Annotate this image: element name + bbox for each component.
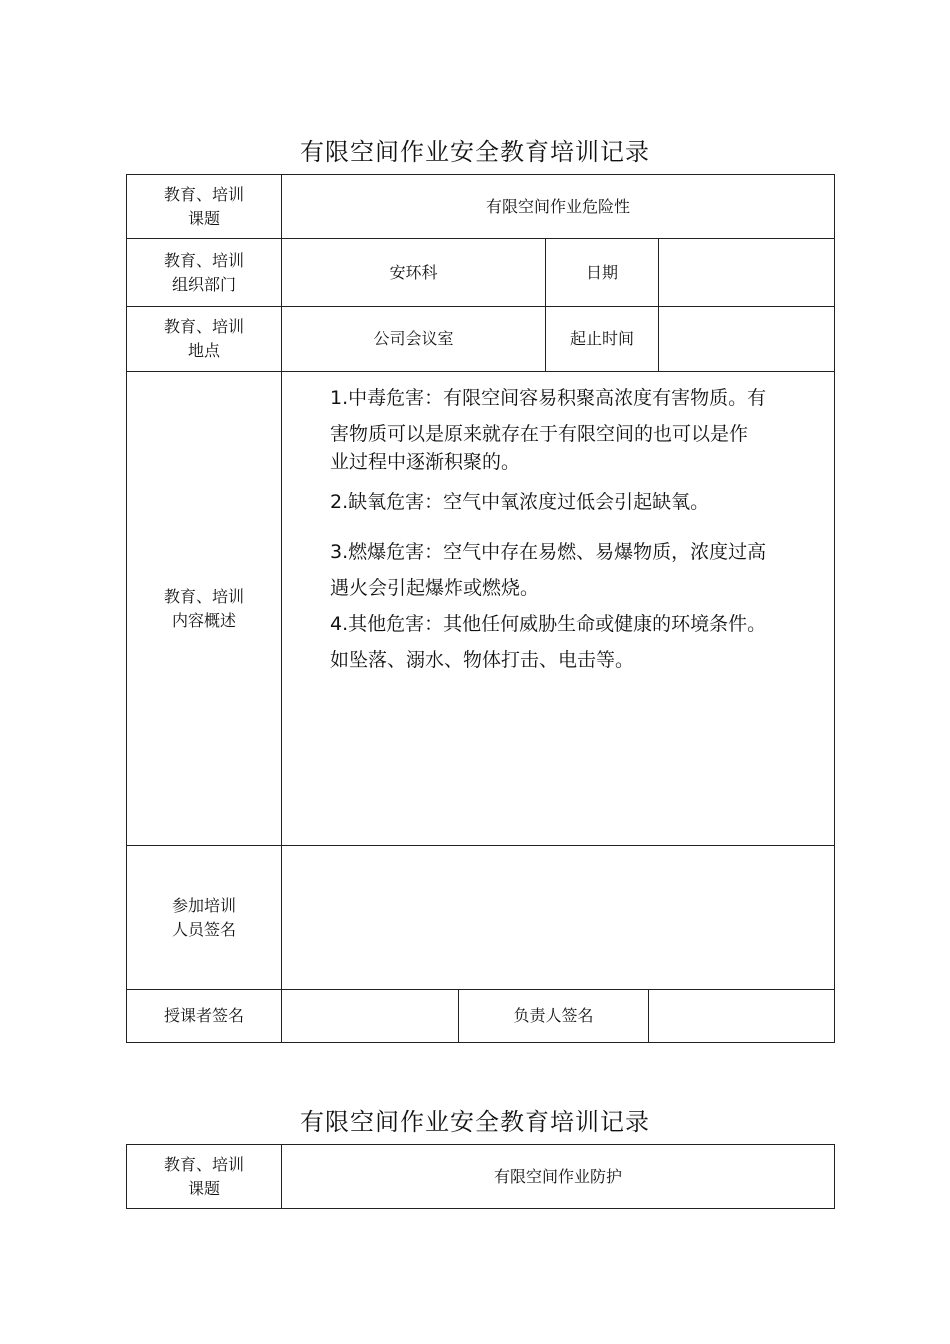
content-line: 害物质可以是原来就存在于有限空间的也可以是作 [330,423,749,445]
dept-label: 教育、培训 组织部门 [163,250,244,294]
attendees-signature-area[interactable] [282,846,834,989]
record2-title: 有限空间作业安全教育培训记录 [300,1108,650,1136]
topic-value-2: 有限空间作业防护 [493,1166,622,1186]
time-value[interactable] [659,307,834,371]
topic-value: 有限空间作业危险性 [485,196,630,216]
content-line: 如坠落、溺水、物体打击、电击等。 [330,649,635,671]
instructor-label: 授课者签名 [163,1006,244,1025]
topic-label: 教育、培训 课题 [163,184,244,228]
record1-title: 有限空间作业安全教育培训记录 [300,138,650,166]
content-line: 1.中毒危害：有限空间容易积聚高浓度有害物质。有 [330,387,767,409]
date-value[interactable] [659,239,834,306]
content-summary [330,380,830,678]
supervisor-signature-field[interactable] [649,990,834,1042]
content-label: 教育、培训 内容概述 [163,586,244,630]
dept-value: 安环科 [389,262,438,282]
content-line: 业过程中逐渐积聚的。 [330,451,521,473]
supervisor-label: 负责人签名 [513,1006,594,1025]
attendees-label: 参加培训 人员签名 [171,895,236,939]
content-line: 遇火会引起爆炸或燃烧。 [330,577,540,599]
date-label: 日期 [585,262,618,282]
place-label: 教育、培训 地点 [163,317,244,360]
content-line: 3.燃爆危害：空气中存在易燃、易爆物质，浓度过高 [330,541,767,563]
place-value: 公司会议室 [373,329,454,348]
time-label: 起止时间 [569,329,634,348]
topic-label-2: 教育、培训 课题 [163,1154,244,1198]
content-line: 2.缺氧危害：空气中氧浓度过低会引起缺氧。 [330,491,710,513]
instructor-signature-field[interactable] [282,990,458,1042]
content-line: 4.其他危害：其他任何威胁生命或健康的环境条件。 [330,613,767,635]
